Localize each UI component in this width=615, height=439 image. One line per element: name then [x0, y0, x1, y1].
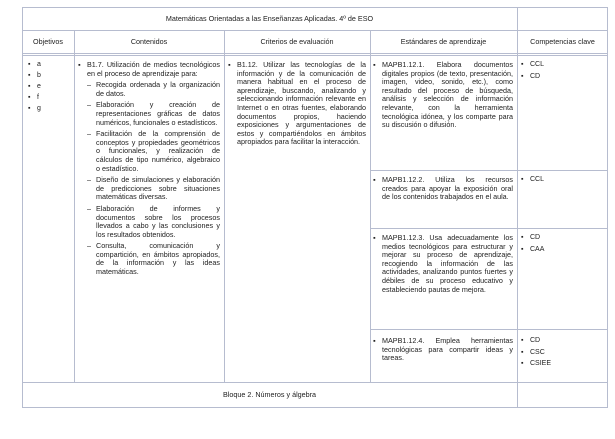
objetivo-item: ▪ g	[28, 104, 41, 112]
estandar-text: ▪ MAPB1.12.3. Usa adecuadamente los medios tecnológicos para estructurar y mejorar su proceso de aprendizaje, recogiendo la información de las actividades, analizando puntos fuertes y débiles de su proceso educativo y estableciendo pautas de mejora.	[373, 233, 513, 294]
header-row-divider-double	[22, 55, 608, 56]
contenido-item: – Diseño de simulaciones y elaboración de predicciones sobre situaciones matemáticas diversas.	[87, 175, 220, 202]
title-row-divider	[22, 30, 608, 31]
estandar-cell-4	[373, 337, 513, 363]
competencia-item: ▪ CD	[521, 337, 541, 344]
competencia-item: ▪ CD	[521, 72, 541, 80]
contenido-item: – Recogida ordenada y la organización de datos.	[87, 80, 220, 98]
contenido-item: – Elaboración de informes y documentos sobre los procesos llevados a cabo y las conclusiones y los resultados obtenidos.	[87, 203, 220, 239]
estandar-cell-1	[373, 61, 513, 130]
objetivos-list	[28, 61, 41, 116]
table-border-bottom	[22, 407, 608, 408]
standard-1-divider	[370, 170, 608, 171]
criterio-cell	[228, 61, 366, 147]
criterio-text: ▪ B1.12. Utilizar las tecnologías de la información y de la comunicación de manera habitual en el proceso de aprendizaje, buscando, analizando y seleccionando información relevante en Internet o en otras fuentes, elaborando documentos propios, haciendo exposiciones y argumentaciones de estos y compartiéndolos en ámbitos apropiados para facilitar la interacción.	[228, 60, 366, 147]
header-competencias: Competencias clave	[530, 37, 595, 46]
contenido-intro: ▪ B1.7. Utilización de medios tecnológicos en el proceso de aprendizaje para:	[78, 60, 220, 78]
body-bottom-divider	[22, 382, 608, 383]
header-row-divider	[22, 53, 608, 54]
competencia-item: ▪ CCL	[521, 176, 545, 183]
table-border-right	[607, 7, 608, 408]
competencia-item: ▪ CSC	[521, 348, 545, 356]
col-divider-1	[74, 30, 75, 383]
table-title: Matemáticas Orientadas a las Enseñanzas Aplicadas. 4º de ESO	[165, 14, 374, 23]
competencia-item: ▪ CCL	[521, 61, 545, 68]
header-contenidos: Contenidos	[130, 37, 168, 46]
objetivo-item: ▪ f	[28, 93, 39, 101]
estandar-text: ▪ MAPB1.12.2. Utiliza los recursos creados para apoyar la exposición oral de los contenidos trabajados en el aula.	[373, 175, 513, 202]
competencia-item: ▪ CAA	[521, 245, 545, 253]
standard-3-divider	[370, 329, 608, 330]
header-estandares: Estándares de aprendizaje	[400, 37, 487, 46]
col-divider-2	[224, 30, 225, 383]
objetivo-item: ▪ e	[28, 82, 41, 90]
objetivo-item: ▪ a	[28, 61, 41, 68]
objetivo-item: ▪ b	[28, 71, 41, 79]
col-divider-4	[517, 7, 518, 408]
contenido-item: – Facilitación de la comprensión de conceptos y propiedades geométricos o funcionales, y realización de cálculos de tipo numérico, algebraico o estadístico.	[87, 129, 220, 173]
estandar-cell-2	[373, 176, 513, 202]
block-footer-title: Bloque 2. Números y álgebra	[222, 390, 317, 399]
curriculum-table	[22, 7, 608, 408]
competencias-cell-1	[521, 61, 544, 81]
header-objetivos: Objetivos	[33, 37, 63, 46]
competencias-cell-2	[521, 176, 544, 185]
contenido-cell	[78, 61, 220, 280]
contenido-item: – Elaboración y creación de representaciones gráficas de datos numéricos, funcionales o estadísticos.	[87, 100, 220, 127]
competencias-cell-4	[521, 337, 551, 369]
estandar-cell-3	[373, 234, 513, 294]
table-border-top	[22, 7, 608, 8]
table-border-left	[22, 7, 23, 408]
competencia-item: ▪ CD	[521, 234, 541, 241]
competencias-cell-3	[521, 234, 544, 254]
col-divider-3	[370, 30, 371, 383]
contenido-list	[87, 81, 220, 276]
header-criterios: Criterios de evaluación	[260, 37, 334, 46]
estandar-text: ▪ MAPB1.12.4. Emplea herramientas tecnológicas para compartir ideas y tareas.	[373, 336, 513, 363]
estandar-text: ▪ MAPB1.12.1. Elabora documentos digitales propios (de texto, presentación, imagen, video, sonido, etc.), como resultado del proceso de búsqueda, análisis y selección de información relevante, con la herramienta tecnológica idónea, y los comparte para su discusión o difusión.	[373, 60, 513, 130]
competencia-item: ▪ CSIEE	[521, 360, 552, 368]
standard-2-divider	[370, 228, 608, 229]
contenido-item: – Consulta, comunicación y compartición, en ámbitos apropiados, de la información y las ideas matemáticas.	[87, 241, 220, 277]
